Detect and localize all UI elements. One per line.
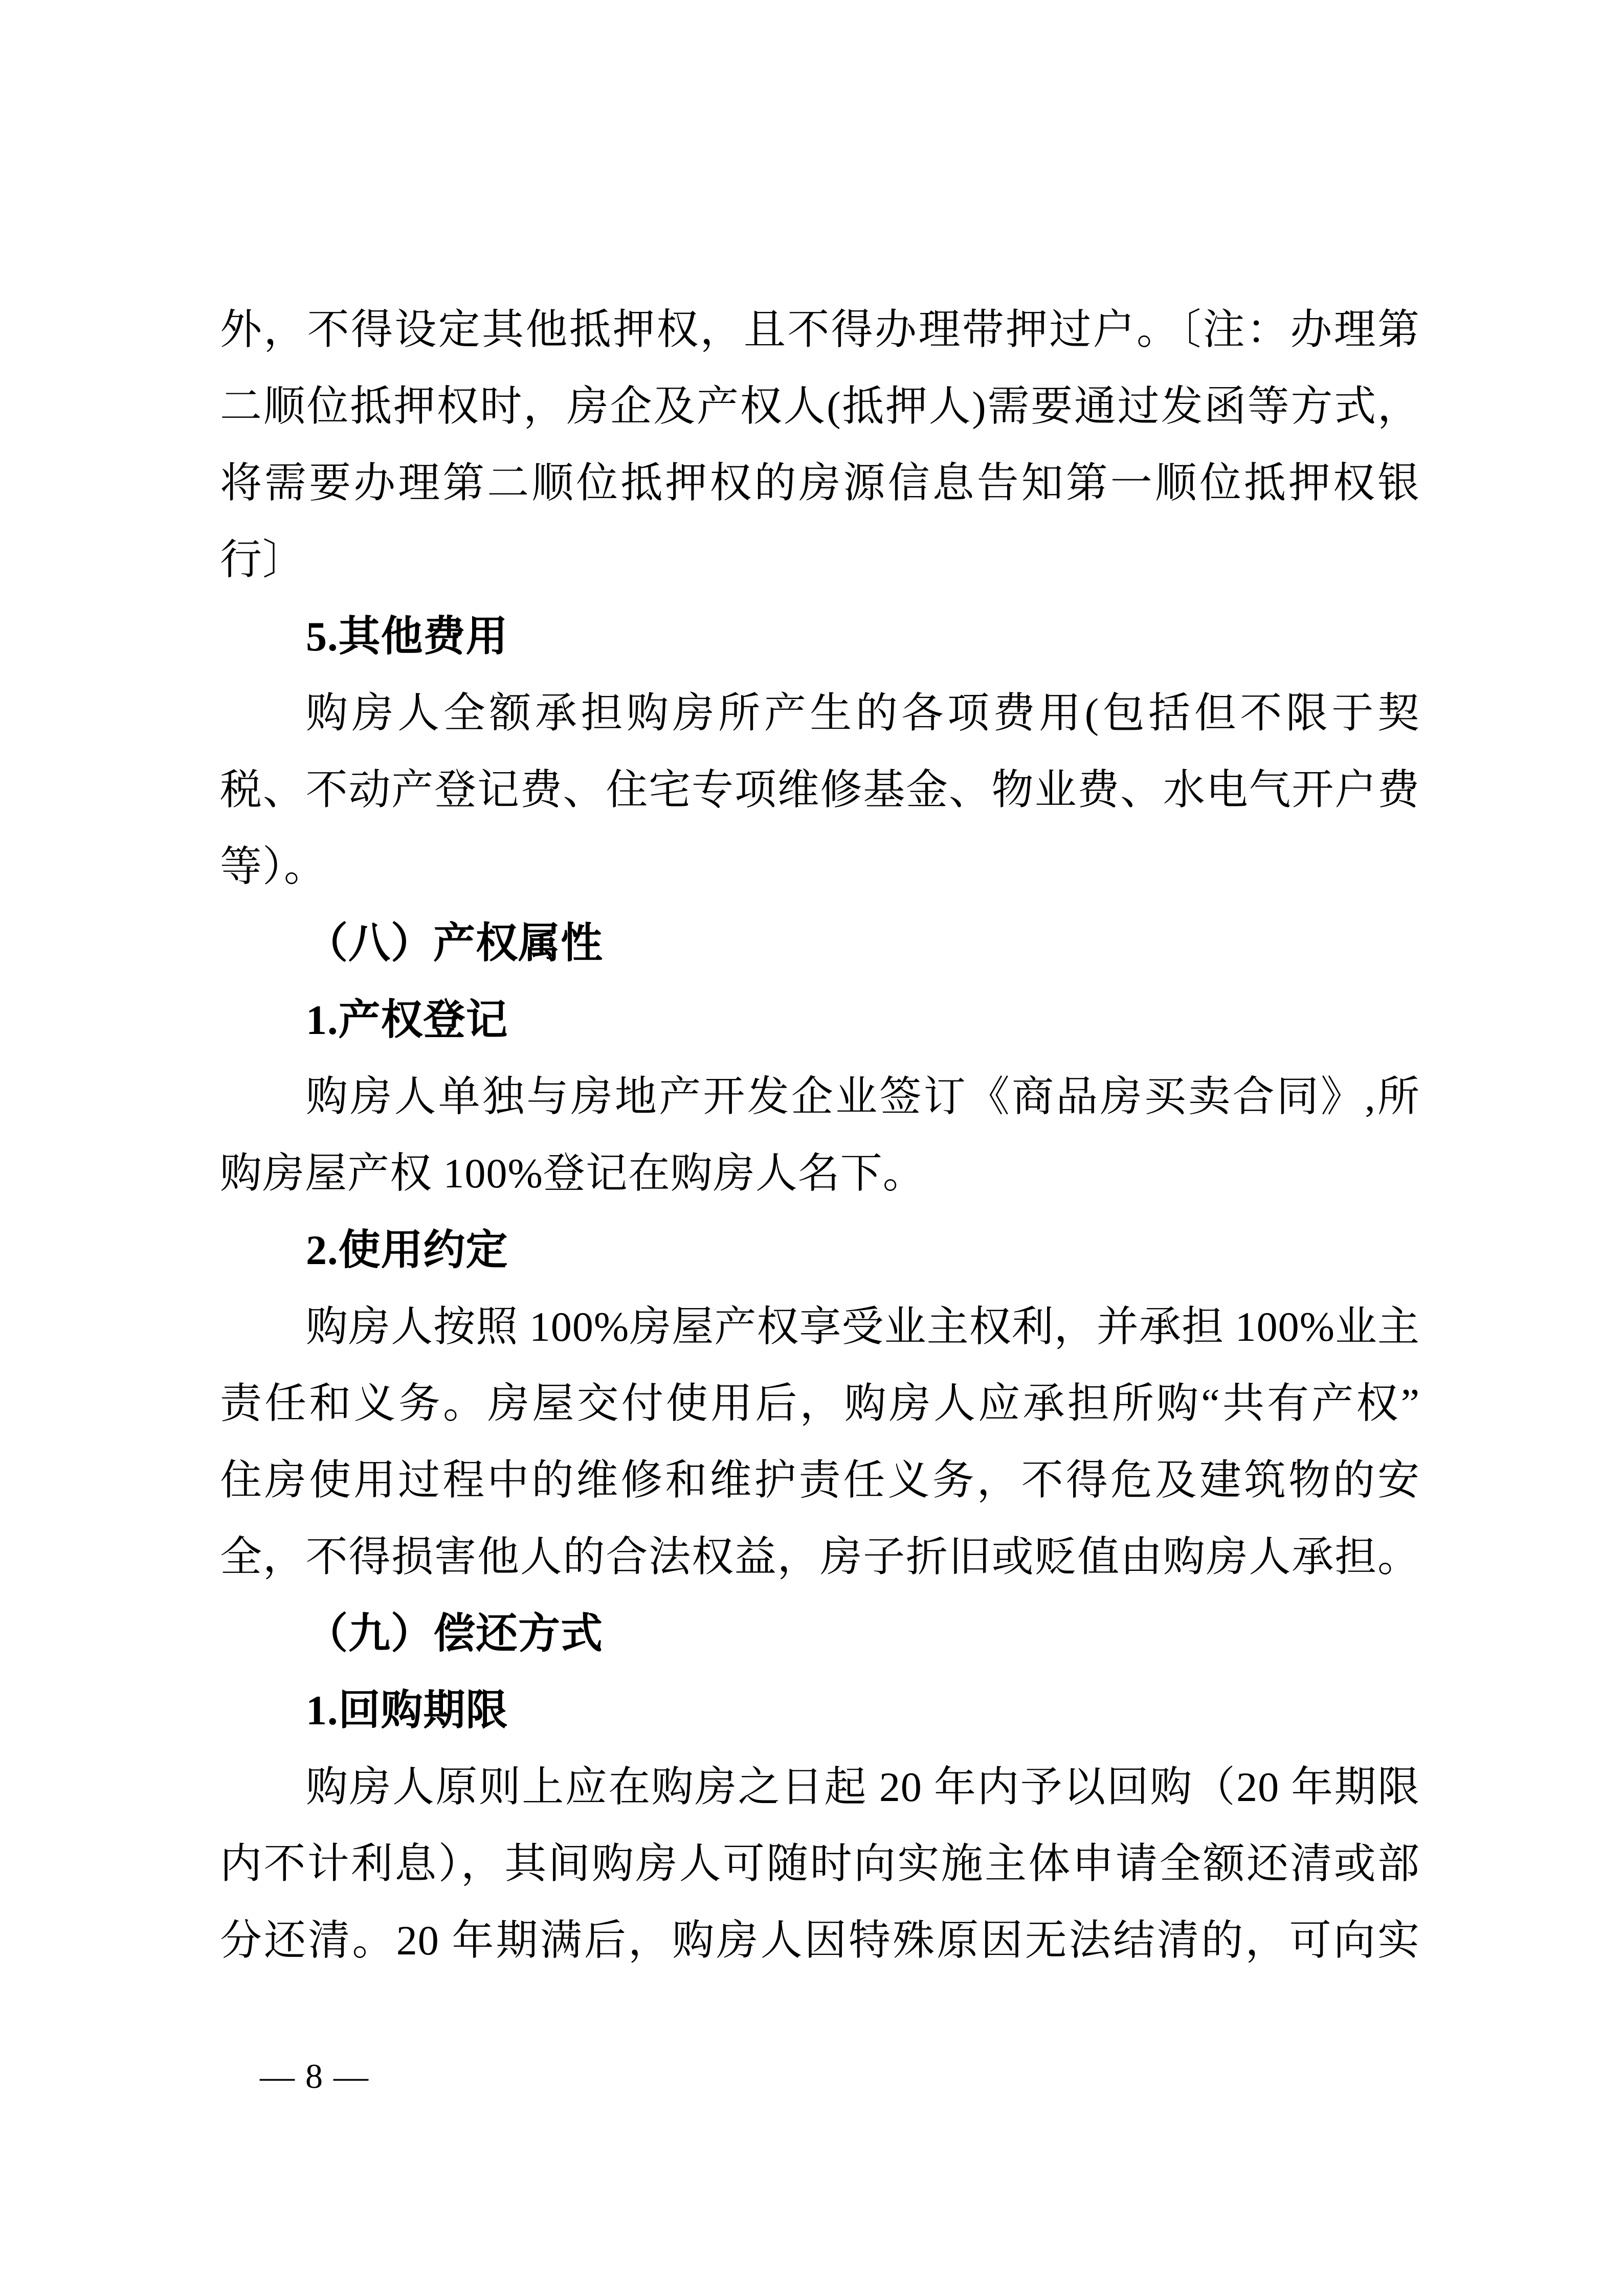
- heading-property-rights: （八）产权属性: [306, 920, 604, 966]
- paragraph-line: 购房人按照 100%房屋产权享受业主权利，并承担 100%业主: [306, 1303, 1420, 1350]
- heading-property-registration: 1.产权登记: [306, 997, 508, 1043]
- paragraph-line: 内不计利息），其间购房人可随时向实施主体申请全额还清或部: [220, 1840, 1420, 1887]
- paragraph-line: 税、不动产登记费、住宅专项维修基金、物业费、水电气开户费: [220, 767, 1420, 813]
- paragraph-line: 行〕: [220, 536, 305, 583]
- paragraph-line: 外，不得设定其他抵押权，且不得办理带押过户。〔注：办理第: [220, 306, 1420, 353]
- heading-other-fees: 5.其他费用: [306, 613, 508, 660]
- heading-usage-agreement: 2.使用约定: [306, 1227, 508, 1273]
- paragraph-line: 二顺位抵押权时，房企及产权人(抵押人)需要通过发函等方式，: [220, 383, 1420, 430]
- paragraph-line: 责任和义务。房屋交付使用后，购房人应承担所购“共有产权”: [220, 1380, 1420, 1427]
- heading-repayment-method: （九）偿还方式: [306, 1610, 604, 1657]
- paragraph-line: 分还清。20 年期满后，购房人因特殊原因无法结清的，可向实: [220, 1917, 1420, 1964]
- paragraph-line: 等）。: [220, 843, 327, 890]
- paragraph-line: 购房人全额承担购房所产生的各项费用(包括但不限于契: [306, 690, 1420, 736]
- paragraph-line: 将需要办理第二顺位抵押权的房源信息告知第一顺位抵押权银: [220, 460, 1420, 506]
- page-number: — 8 —: [260, 2057, 369, 2096]
- document-body: [220, 291, 1420, 1979]
- paragraph-line: 住房使用过程中的维修和维护责任义务，不得危及建筑物的安: [220, 1457, 1420, 1503]
- paragraph-line: 购房人单独与房地产开发企业签订《商品房买卖合同》,所: [306, 1073, 1420, 1120]
- paragraph-line: 全，不得损害他人的合法权益，房子折旧或贬值由购房人承担。: [220, 1534, 1420, 1580]
- paragraph-line: 购房屋产权 100%登记在购房人名下。: [220, 1150, 925, 1197]
- paragraph-line: 购房人原则上应在购房之日起 20 年内予以回购（20 年期限: [306, 1764, 1420, 1810]
- heading-buyback-term: 1.回购期限: [306, 1687, 508, 1734]
